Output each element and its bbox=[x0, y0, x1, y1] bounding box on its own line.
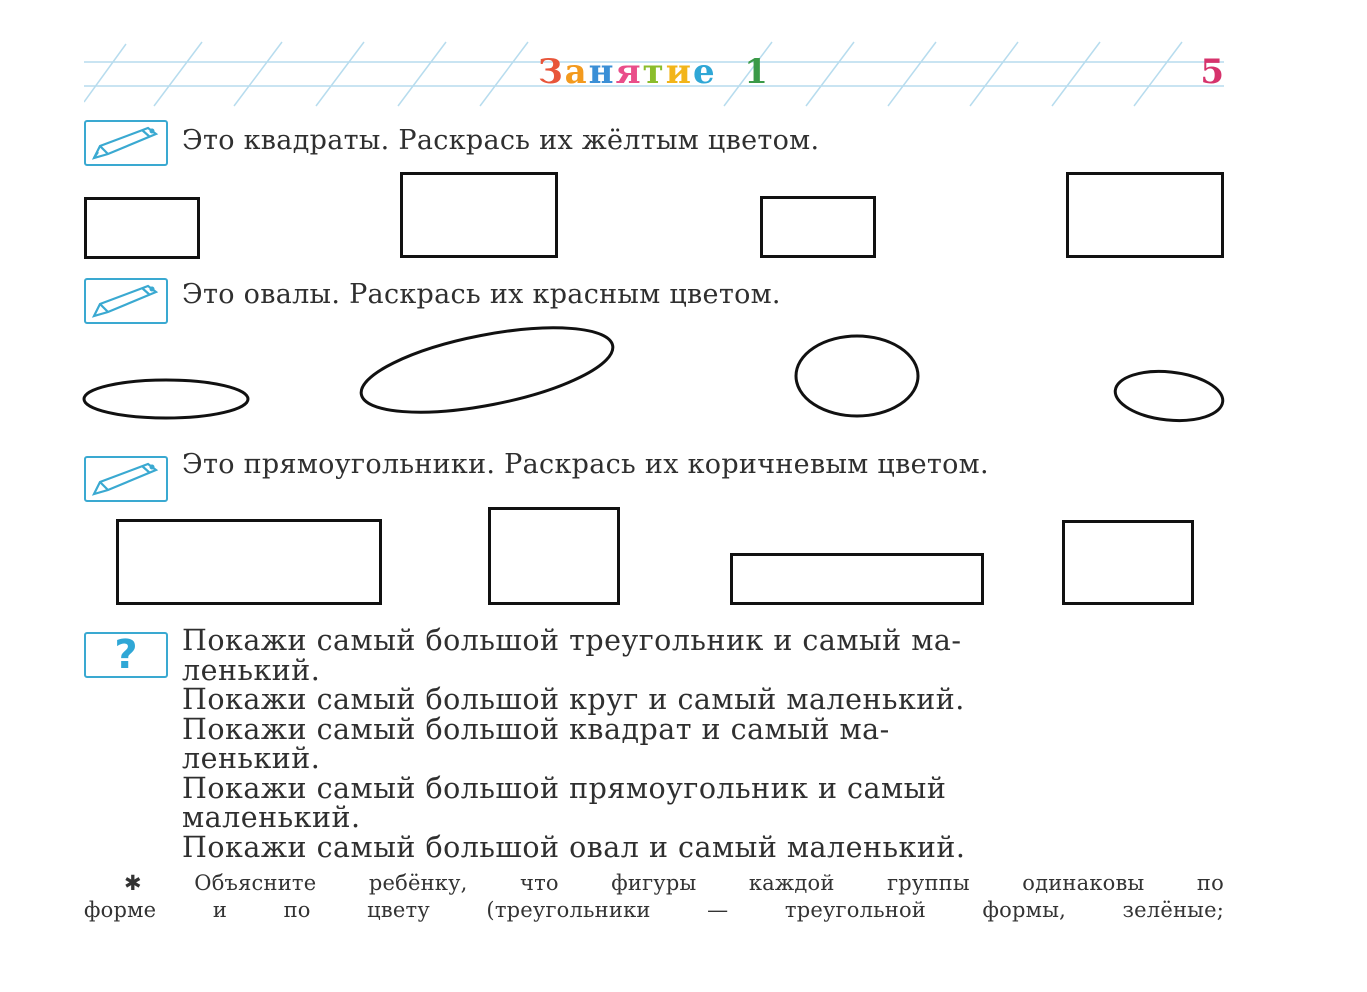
question-5-text: Покажи самый большой овал и самый маленький. bbox=[182, 830, 966, 864]
footnote-line-1-text: Объясните ребёнку, что фигуры каждой группы одинаковы по bbox=[194, 871, 1224, 895]
pencil-icon bbox=[84, 278, 168, 324]
question-1-text-cont: ленький. bbox=[182, 653, 321, 687]
question-2 bbox=[182, 685, 1224, 715]
lesson-title-letter: а bbox=[564, 52, 589, 92]
question-3-text-cont: ленький. bbox=[182, 742, 321, 775]
square-shape bbox=[1066, 172, 1224, 258]
question-3 bbox=[182, 712, 1224, 775]
question-mark: ? bbox=[114, 632, 138, 678]
lesson-title bbox=[464, 52, 844, 92]
parent-footnote bbox=[84, 870, 1224, 924]
question-2-text: Покажи самый большой круг и самый маленький. bbox=[182, 683, 965, 716]
oval-shape bbox=[796, 336, 918, 416]
question-4-text: Покажи самый большой прямоугольник и самый bbox=[182, 771, 947, 805]
task-ovals-text: Это овалы. Раскрась их красным цветом. bbox=[182, 279, 781, 310]
footnote-line-1 bbox=[84, 870, 1224, 897]
page-number: 5 bbox=[1200, 52, 1224, 92]
question-3-text: Покажи самый большой квадрат и самый ма- bbox=[182, 712, 890, 746]
oval-shape bbox=[355, 320, 620, 429]
ovals-group bbox=[0, 320, 1367, 430]
pencil-icon bbox=[84, 120, 168, 166]
lesson-title-letter: и bbox=[665, 52, 693, 92]
lesson-title-letter: н bbox=[588, 52, 616, 92]
question-1 bbox=[182, 626, 1224, 685]
footnote-line-2: форме и по цвету (треугольники — треугольной формы, зелёные; bbox=[84, 898, 1224, 922]
lesson-title-letter: т bbox=[642, 52, 666, 92]
footnote-marker: ✱ bbox=[124, 871, 142, 895]
page-header bbox=[84, 40, 1224, 110]
lesson-title-letter: 1 bbox=[744, 52, 770, 92]
task-squares-text: Это квадраты. Раскрась их жёлтым цветом. bbox=[182, 125, 820, 156]
pencil-icon bbox=[84, 456, 168, 502]
lesson-title-letter: я bbox=[615, 52, 643, 92]
oval-shape bbox=[84, 380, 248, 418]
lesson-title-letter: З bbox=[538, 52, 565, 92]
square-shape bbox=[400, 172, 558, 258]
rectangle-shape bbox=[1062, 520, 1194, 605]
lesson-title-letter: е bbox=[692, 52, 717, 92]
square-shape bbox=[760, 196, 876, 258]
question-icon bbox=[84, 632, 168, 678]
question-1-text: Покажи самый большой треугольник и самый ма- bbox=[182, 624, 962, 657]
rectangle-shape bbox=[488, 507, 620, 605]
rectangle-shape bbox=[730, 553, 984, 605]
questions-block bbox=[182, 626, 1224, 862]
lesson-title-letter bbox=[717, 52, 745, 92]
question-5 bbox=[182, 830, 1224, 864]
question-4-text-cont: маленький. bbox=[182, 801, 361, 834]
square-shape bbox=[84, 197, 200, 259]
question-4 bbox=[182, 771, 1224, 834]
rectangle-shape bbox=[116, 519, 382, 605]
oval-shape bbox=[1113, 366, 1225, 425]
task-rectangles-text: Это прямоугольники. Раскрась их коричневым цветом. bbox=[182, 449, 989, 480]
